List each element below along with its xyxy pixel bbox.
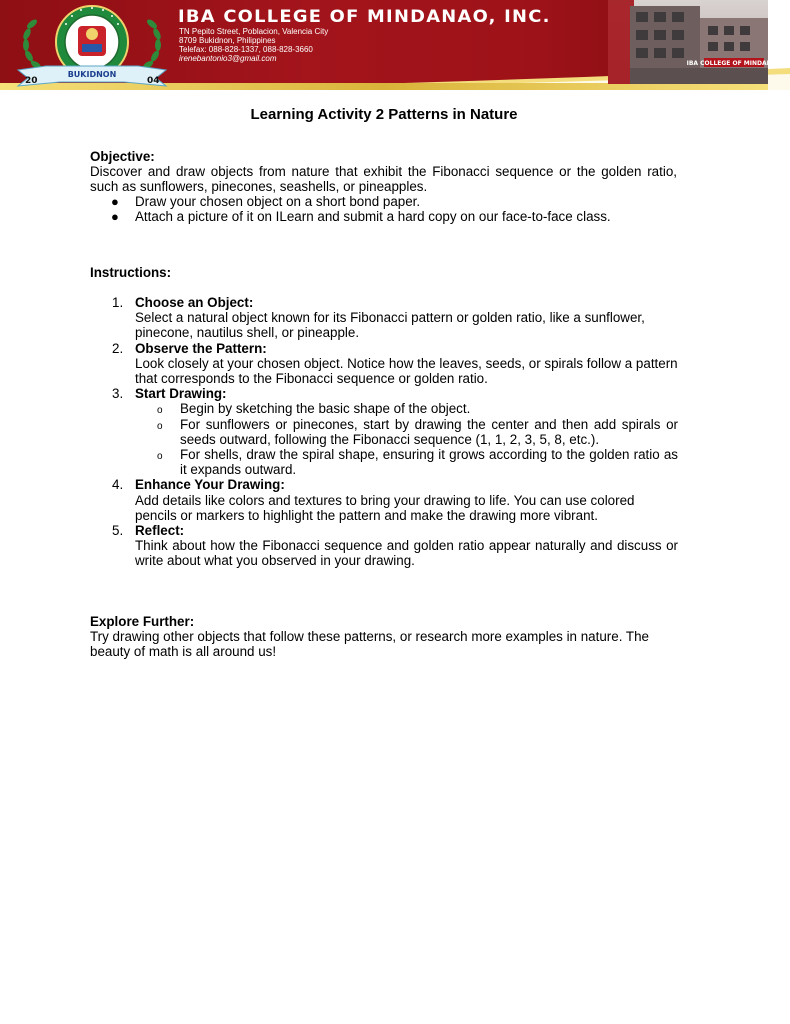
step-number: 4. [112, 477, 124, 493]
explore-heading: Explore Further: [90, 614, 195, 629]
list-item [90, 341, 678, 387]
sub-item-text: Begin by sketching the basic shape of the object. [180, 401, 471, 417]
list-item [90, 209, 680, 224]
list-item [135, 401, 678, 416]
bullet-icon: ● [111, 194, 119, 209]
instructions-heading: Instructions: [90, 265, 172, 280]
step-number: 2. [112, 340, 124, 356]
list-item [135, 417, 678, 447]
college-address [179, 27, 328, 63]
step-title: Observe the Pattern: [135, 340, 267, 356]
drawing-sub-list [135, 401, 678, 477]
objective-text: Discover and draw objects from nature that exhibit the Fibonacci sequence or the golden ratio, such as sunflowers, pinecones, seashells, or pineapples. [90, 164, 677, 195]
address-line: 8709 Bukidnon, Philippines [179, 36, 276, 45]
list-item [90, 194, 680, 209]
list-item [90, 477, 678, 523]
step-body: Add details like colors and textures to bring your drawing to life. You can use colored pencils or markers to highlight the pattern and make the drawing more vibrant. [135, 492, 635, 523]
step-title: Start Drawing: [135, 386, 227, 402]
logo-year-right: 04 [147, 76, 160, 86]
building-sign-text: IBA COLLEGE OF MINDANAO [686, 60, 782, 67]
step-body: Select a natural object known for its Fibonacci pattern or golden ratio, like a sunflower, pinecone, nautilus shell, or pineapple. [135, 310, 645, 341]
circle-bullet-icon: o [157, 451, 163, 463]
logo-year-left: 20 [25, 76, 38, 86]
step-body: Think about how the Fibonacci sequence and golden ratio appear naturally and discuss or write about what you observed in your drawing. [135, 538, 678, 569]
step-number: 1. [112, 295, 124, 310]
step-number: 3. [112, 386, 124, 402]
contact-email: irenebantonio3@gmail.com [179, 54, 277, 63]
document-title: Learning Activity 2 Patterns in Nature [250, 106, 518, 123]
objective-heading: Objective: [90, 149, 155, 164]
bullet-text: Draw your chosen object on a short bond paper. [135, 194, 421, 209]
step-title: Enhance Your Drawing: [135, 477, 285, 493]
list-item [90, 295, 678, 341]
objective-bullet-list [90, 194, 680, 224]
list-item [90, 386, 678, 477]
sub-item-text: For shells, draw the spiral shape, ensuring it grows according to the golden ratio as it expands outward. [180, 447, 678, 478]
college-building-image [608, 0, 782, 84]
list-item [135, 447, 678, 477]
bullet-text: Attach a picture of it on ILearn and submit a hard copy on our face-to-face class. [135, 209, 611, 225]
step-title: Reflect: [135, 523, 185, 539]
logo-ribbon-text: BUKIDNON [67, 70, 117, 79]
instruction-steps [90, 295, 678, 569]
address-line: TN Pepito Street, Poblacion, Valencia City [179, 27, 329, 36]
header-banner [0, 0, 782, 90]
circle-bullet-icon: o [157, 405, 163, 417]
step-number: 5. [112, 523, 124, 539]
bullet-icon: ● [111, 209, 119, 225]
sub-item-text: For sunflowers or pinecones, start by drawing the center and then add spirals or seeds outward, following the Fibonacci sequence (1, 1, 2, 3, 5, 8, etc.). [180, 416, 678, 447]
list-item [90, 523, 678, 569]
step-title: Choose an Object: [135, 295, 254, 310]
address-line: Telefax: 088-828-1337, 088-828-3660 [179, 45, 313, 54]
college-name: IBA COLLEGE OF MINDANAO, INC. [178, 7, 551, 27]
explore-text: Try drawing other objects that follow these patterns, or research more examples in nature. The beauty of math is all around us! [90, 629, 649, 660]
step-body: Look closely at your chosen object. Notice how the leaves, seeds, or spirals follow a pattern that corresponds to the Fibonacci sequence or golden ratio. [135, 355, 678, 387]
circle-bullet-icon: o [157, 420, 163, 432]
college-seal-logo [6, 4, 178, 88]
